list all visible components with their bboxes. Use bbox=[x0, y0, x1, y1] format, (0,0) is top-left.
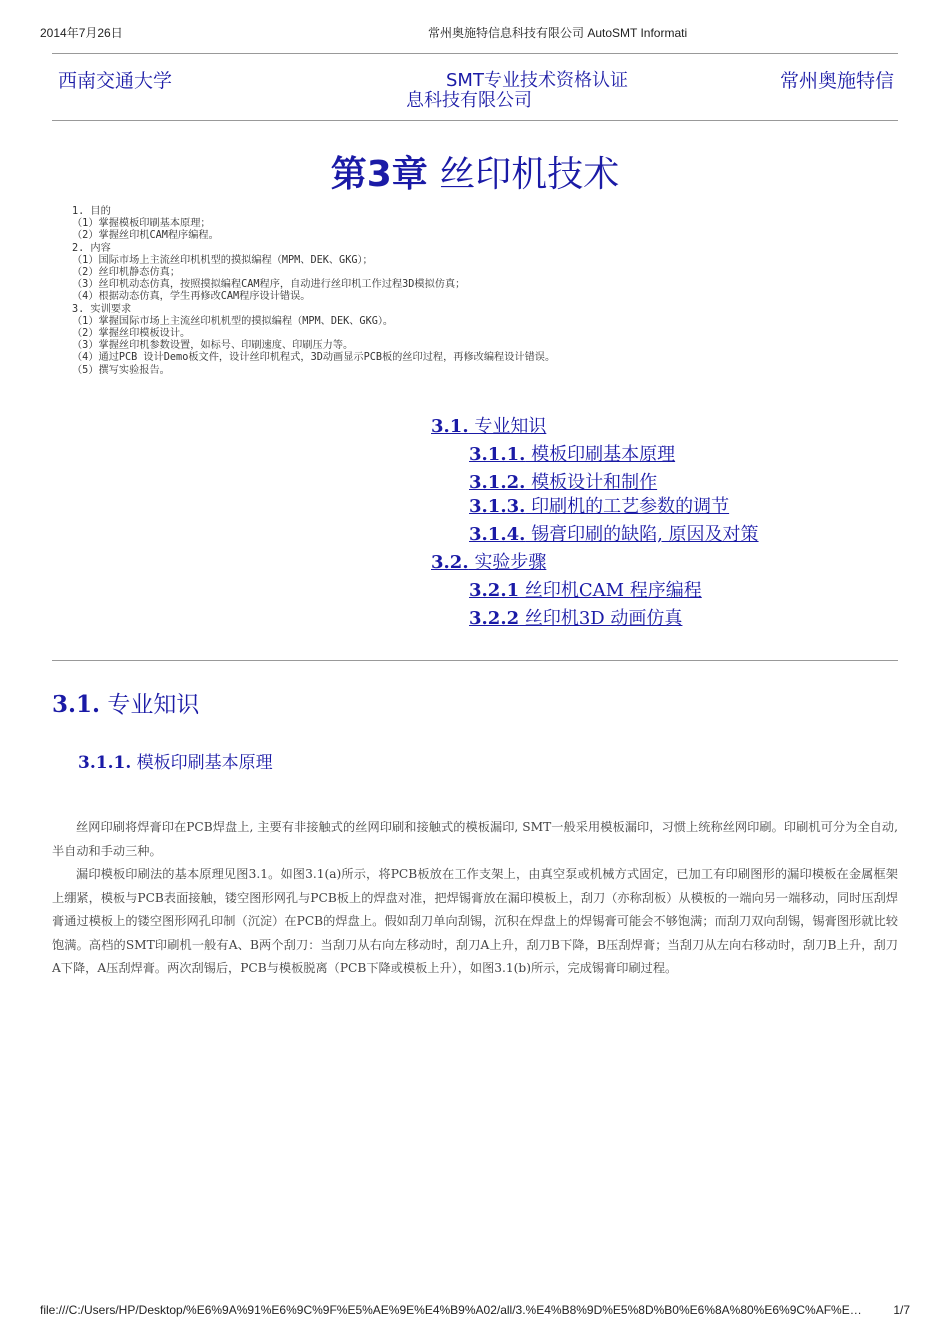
divider bbox=[52, 53, 898, 54]
section-heading bbox=[52, 686, 199, 719]
institution-banner bbox=[52, 66, 898, 116]
banner-certification: SMT专业技术资格认证 bbox=[446, 70, 628, 91]
print-header bbox=[40, 24, 910, 40]
toc-link-3-1-3[interactable]: 3.1.3. 印刷机的工艺参数的调节 bbox=[469, 496, 730, 517]
print-footer bbox=[40, 1303, 910, 1319]
objective-line: （5）撰写实验报告。 bbox=[72, 364, 170, 376]
chapter-number: 第3章 bbox=[330, 154, 428, 195]
section-title: 专业知识 bbox=[100, 692, 200, 718]
section-number: 3.1. bbox=[52, 691, 101, 718]
subsection-heading bbox=[78, 748, 273, 773]
paragraph: 丝网印刷将焊膏印在PCB焊盘上, 主要有非接触式的丝网印刷和接触式的模板漏印, SMT一般采用模板漏印，习惯上统称丝网印刷。印刷机可分为全自动,半自动和手动三种。 bbox=[52, 820, 898, 858]
subsection-title: 模板印刷基本原理 bbox=[131, 753, 273, 773]
objective-line: （2）丝印机静态仿真； bbox=[72, 267, 181, 279]
objective-line: （1）掌握国际市场上主流丝印机机型的摸拟编程（MPM、DEK、GKG）。 bbox=[72, 315, 394, 327]
objective-line: （4）通过PCB 设计Demo板文件，设计丝印机程式，3D动画显示PCB板的丝印过程，再修改编程设计错误。 bbox=[72, 352, 556, 364]
toc-link-3-1[interactable]: 3.1. 专业知识 bbox=[431, 416, 547, 437]
toc-link-3-2-1[interactable]: 3.2.1 丝印机CAM 程序编程 bbox=[469, 580, 702, 601]
toc-link-3-1-2[interactable]: 3.1.2. 模板设计和制作 bbox=[469, 472, 658, 493]
paragraph: 漏印模板印刷法的基本原理见图3.1。如图3.1(a)所示，将PCB板放在工作支架上，由真空泵或机械方式固定，已加工有印刷图形的漏印模板在金属框架上绷紧，模板与PCB表面接触，镂空图形网孔与PCB板上的焊盘对准，把焊锡膏放在漏印模板上，刮刀（亦称刮板）从模板的一端向另一端移动，同时压刮焊膏通过模板上的镂空图形网孔印制（沉淀）在PCB的焊盘上。假如刮刀单向刮锡，沉积在焊盘上的焊锡膏可能会不够饱满；而刮刀双向刮锡，锡膏图形就比较饱满。高档的SMT印刷机一般有A、B两个刮刀：当刮刀从右向左移动时，刮刀A上升，刮刀B下降，B压刮焊膏；当刮刀从左向右移动时，刮刀B上升，刮刀A下降，A压刮焊膏。两次刮锡后，PCB与模板脱离（PCB下降或模板上升），如图3.1(b)所示，完成锡膏印刷过程。 bbox=[52, 867, 898, 975]
objective-line: （4）根据动态仿真，学生再修改CAM程序设计错误。 bbox=[72, 291, 311, 303]
subsection-number: 3.1.1. bbox=[78, 753, 132, 773]
print-page-title: 常州奥施特信息科技有限公司 AutoSMT Informati bbox=[428, 26, 688, 40]
print-date: 2014年7月26日 bbox=[40, 26, 123, 40]
toc-link-3-1-1[interactable]: 3.1.1. 模板印刷基本原理 bbox=[469, 444, 676, 465]
banner-university: 西南交通大学 bbox=[58, 70, 173, 92]
chapter-name: 丝印机技术 bbox=[439, 154, 620, 195]
objective-line: （1）掌握模板印刷基本原理； bbox=[72, 218, 211, 230]
objective-line: （1）国际市场上主流丝印机机型的摸拟编程（MPM、DEK、GKG）； bbox=[72, 254, 373, 266]
chapter-title bbox=[0, 146, 950, 197]
objective-line: （2）掌握丝印机CAM程序编程。 bbox=[72, 230, 219, 242]
toc-link-3-1-4[interactable]: 3.1.4. 锡膏印刷的缺陷, 原因及对策 bbox=[469, 524, 759, 545]
divider bbox=[52, 660, 898, 661]
objective-line: 3. 实训要求 bbox=[72, 303, 132, 315]
file-url: file:///C:/Users/HP/Desktop/%E6%9A%91%E6%9C%9F%E5%AE%9E%E4%B9%A02/all/3.%E4%B8%9D%E5%8D%B0%E6%8A%80%E6%9C%AF%E… bbox=[40, 1303, 862, 1317]
banner-company-continued: 息科技有限公司 bbox=[406, 90, 532, 111]
objectives-block bbox=[72, 206, 892, 377]
banner-company: 常州奥施特信 bbox=[779, 70, 894, 92]
divider bbox=[52, 120, 898, 121]
toc-link-3-2[interactable]: 3.2. 实验步骤 bbox=[431, 552, 547, 573]
objective-line: 2. 内容 bbox=[72, 242, 111, 254]
page-counter: 1/7 bbox=[893, 1303, 910, 1317]
body-text bbox=[52, 816, 898, 981]
objective-line: （3）掌握丝印机参数设置，如标号、印刷速度、印刷压力等。 bbox=[72, 340, 354, 352]
objective-line: 1. 目的 bbox=[72, 206, 111, 217]
objective-line: （2）掌握丝印模板设计。 bbox=[72, 328, 191, 340]
toc-link-3-2-2[interactable]: 3.2.2 丝印机3D 动画仿真 bbox=[469, 608, 683, 629]
objective-line: （3）丝印机动态仿真，按照摸拟编程CAM程序，自动进行丝印机工作过程3D模拟仿真； bbox=[72, 279, 466, 291]
